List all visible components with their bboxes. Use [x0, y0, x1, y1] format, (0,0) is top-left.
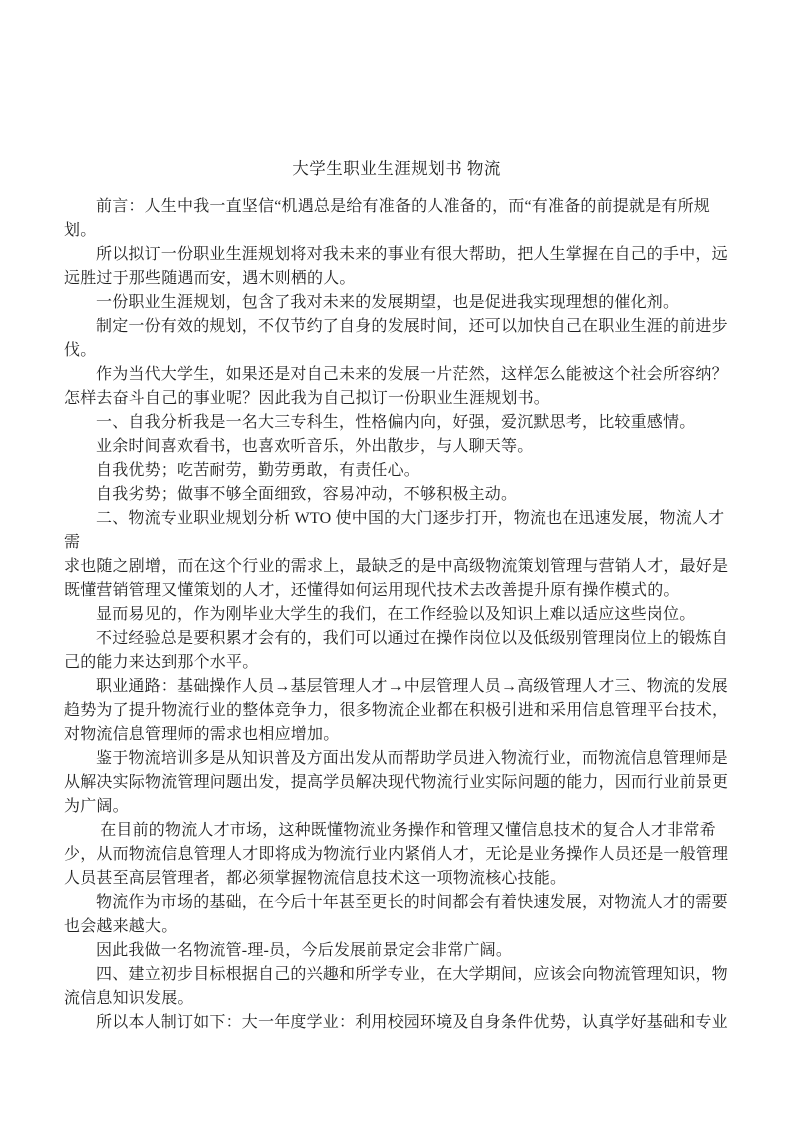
- paragraph-14-line-2: 从解决实际物流管理问题出发，提高学员解决现代物流行业实际问题的能力，因而行业前景更: [64, 774, 729, 791]
- paragraph-10-line-3: 既懂营销管理又懂策划的人才，还懂得如何运用现代技术去改善提升原有操作模式的。: [64, 582, 680, 599]
- paragraph-7-line-1: 业余时间喜欢看书，也喜欢听音乐，外出散步，与人聊天等。: [96, 438, 534, 455]
- paragraph-17-line-1: 因此我做一名物流管-理-员，今后发展前景定会非常广阔。: [96, 942, 513, 959]
- paragraph-16-line-1: 物流作为市场的基础，在今后十年甚至更长的时间都会有着快速发展，对物流人才的需要: [96, 894, 728, 911]
- paragraph-13-line-2: 趋势为了提升物流行业的整体竞争力，很多物流企业都在积极引进和采用信息管理平台技术，: [64, 702, 729, 719]
- paragraph-2-line-2: 远胜过于那些随遇而安，遇木则栖的人。: [64, 270, 356, 287]
- paragraph-12-line-2: 己的能力来达到那个水平。: [64, 654, 259, 671]
- paragraph-16-line-2: 也会越来越大。: [64, 918, 178, 935]
- paragraph-8-line-1: 自我优势；吃苦耐劳，勤劳勇敢，有责任心。: [96, 462, 421, 479]
- paragraph-12-line-1: 不过经验总是要积累才会有的，我们可以通过在操作岗位以及低级别管理岗位上的锻炼自: [96, 630, 728, 647]
- paragraph-4-line-2: 伐。: [64, 342, 97, 359]
- paragraph-13-line-3: 对物流信息管理师的需求也相应增加。: [64, 726, 340, 743]
- paragraph-9-line-1: 自我劣势；做事不够全面细致，容易冲动，不够积极主动。: [96, 486, 518, 503]
- paragraph-14-line-3: 为广阔。: [64, 798, 129, 815]
- paragraph-15-line-2: 少，从而物流信息管理人才即将成为物流行业内紧俏人才，无论是业务操作人员还是一般管理: [64, 846, 729, 863]
- paragraph-15-line-1: 在目前的物流人才市场，这种既懂物流业务操作和管理又懂信息技术的复合人才非常希: [96, 822, 716, 839]
- paragraph-10-line-2: 求也随之剧增，而在这个行业的需求上，最缺乏的是中高级物流策划管理与营销人才，最好是: [64, 558, 729, 575]
- paragraph-6-line-1: 一、自我分析我是一名大三专科生，性格偏内向，好强，爱沉默思考，比较重感情。: [96, 414, 696, 431]
- paragraph-5-line-1: 作为当代大学生，如果还是对自己未来的发展一片茫然，这样怎么能被这个社会所容纳？: [96, 366, 728, 383]
- paragraph-18-line-1: 四、建立初步目标根据自己的兴趣和所学专业，在大学期间，应该会向物流管理知识，物: [96, 966, 728, 983]
- paragraph-3-line-1: 一份职业生涯规划，包含了我对未来的发展期望，也是促进我实现理想的催化剂。: [96, 294, 680, 311]
- paragraph-18-line-2: 流信息知识发展。: [64, 990, 194, 1007]
- paragraph-13-line-1: 职业通路：基础操作人员→基层管理人才→中层管理人员→高级管理人才三、物流的发展: [96, 678, 728, 695]
- document-title: 大学生职业生涯规划书 物流: [292, 159, 501, 178]
- paragraph-1-line-2: 划。: [64, 222, 97, 239]
- document-body: [64, 195, 729, 1035]
- paragraph-1-line-1: 前言：人生中我一直坚信“机遇总是给有准备的人准备的，而“有准备的前提就是有所规: [96, 198, 711, 215]
- paragraph-5-line-2: 怎样去奋斗自己的事业呢？因此我为自己拟订一份职业生涯规划书。: [64, 390, 551, 407]
- paragraph-2-line-1: 所以拟订一份职业生涯规划将对我未来的事业有很大帮助，把人生掌握在自己的手中，远: [96, 246, 728, 263]
- paragraph-19-line-1: 所以本人制订如下：大一年度学业：利用校园环境及自身条件优势，认真学好基础和专业: [96, 1014, 728, 1031]
- paragraph-15-line-3: 人员甚至高层管理者，都必须掌握物流信息技术这一项物流核心技能。: [64, 870, 567, 887]
- paragraph-10-line-1: 二、物流专业职业规划分析 WTO 使中国的大门逐步打开，物流也在迅速发展，物流人才需: [64, 510, 725, 551]
- paragraph-11-line-1: 显而易见的，作为刚毕业大学生的我们，在工作经验以及知识上难以适应这些岗位。: [96, 606, 696, 623]
- paragraph-4-line-1: 制定一份有效的规划，不仅节约了自身的发展时间，还可以加快自己在职业生涯的前进步: [96, 318, 728, 335]
- paragraph-14-line-1: 鉴于物流培训多是从知识普及方面出发从而帮助学员进入物流行业，而物流信息管理师是: [96, 750, 728, 767]
